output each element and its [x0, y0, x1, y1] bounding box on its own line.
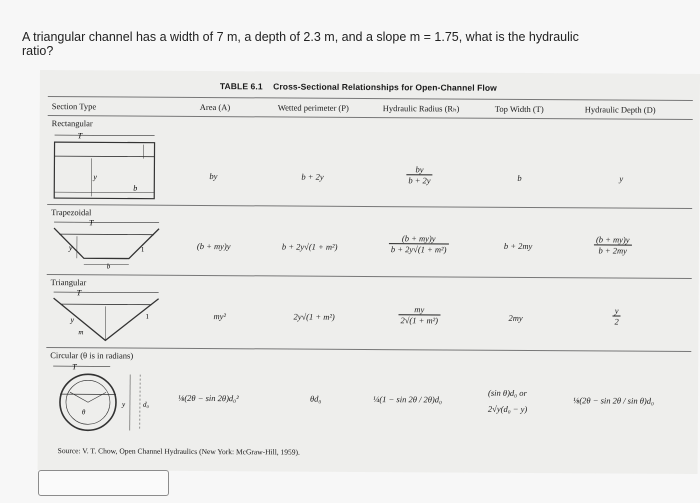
- rect-area: by: [209, 171, 218, 182]
- section-trapezoidal: Trapezoidal: [51, 207, 92, 218]
- rule-triangular: [46, 347, 691, 352]
- rectangular-figure: [51, 130, 163, 203]
- header-top-width: Top Width (T): [494, 103, 544, 115]
- circular-figure: [50, 362, 162, 439]
- answer-input[interactable]: [38, 470, 169, 496]
- table-source: Source: V. T. Chow, Open Channel Hydraulics (New York: McGraw-Hill, 1959).: [57, 446, 300, 457]
- circ-top-width-1: (sin θ)d₀ or: [488, 387, 527, 398]
- circ-area: ⅛(2θ − sin 2θ)d₀²: [177, 392, 239, 404]
- trap-radius: [389, 233, 449, 254]
- tri-area: my²: [213, 311, 226, 322]
- triangular-figure: [50, 288, 162, 347]
- table-image: [38, 70, 700, 474]
- rect-radius-num: by: [406, 164, 432, 175]
- section-rectangular: Rectangular: [51, 118, 93, 129]
- trap-top-width: b + 2my: [503, 240, 533, 252]
- label-y-tri: y: [70, 315, 75, 325]
- circ-top-width: [488, 385, 528, 417]
- table-top-rule: [48, 96, 693, 101]
- trap-depth-den: b + 2my: [598, 245, 627, 256]
- trap-area: (b + my)y: [196, 240, 231, 252]
- trap-depth-num: (b + my)y: [594, 234, 632, 245]
- trap-depth: [594, 234, 632, 255]
- rect-depth: y: [619, 173, 624, 184]
- label-y: y: [93, 172, 97, 182]
- tri-depth-den: 2: [614, 316, 619, 327]
- header-section-type: Section Type: [51, 101, 97, 112]
- label-T-trap: T: [89, 218, 94, 228]
- table-caption: [220, 81, 497, 93]
- circ-radius: ¼(1 − sin 2θ / 2θ)d₀: [372, 394, 443, 405]
- circ-top-width-2: 2√y(d₀ − y): [487, 403, 528, 414]
- label-m-tri: m: [78, 328, 84, 337]
- question-line-1: A triangular channel has a width of 7 m, a depth of 2.3 m, and a slope m = 1.75, what is the hydraulic: [22, 30, 579, 44]
- header-area: Area (A): [199, 101, 231, 113]
- label-T-tri: T: [76, 288, 82, 298]
- header-wetted-perimeter: Wetted perimeter (P): [277, 102, 349, 113]
- question-text: [22, 30, 582, 58]
- trapezoidal-figure: [51, 218, 163, 271]
- trap-radius-num: (b + my)y: [389, 233, 449, 244]
- table-number: TABLE 6.1: [219, 81, 263, 92]
- rule-trapezoidal: [47, 274, 692, 279]
- tri-depth-num: y: [613, 306, 621, 317]
- rect-perimeter: b + 2y: [301, 171, 324, 182]
- label-theta: θ: [81, 408, 86, 417]
- label-y-circ: y: [121, 400, 126, 409]
- tri-perimeter: 2y√(1 + m²): [293, 311, 335, 322]
- header-hydraulic-radius: Hydraulic Radius (Rₕ): [382, 103, 460, 114]
- label-one-trap: 1: [140, 245, 145, 254]
- question-line-2: ratio?: [22, 44, 54, 58]
- label-T-circ: T: [72, 362, 77, 372]
- label-T: T: [77, 131, 83, 141]
- circ-perimeter: θd₀: [309, 393, 322, 404]
- rule-rectangular: [47, 204, 692, 209]
- header-hydraulic-depth: Hydraulic Depth (D): [584, 104, 656, 115]
- tri-top-width: 2my: [508, 312, 523, 323]
- rect-top-width: b: [517, 172, 522, 183]
- tri-radius: [398, 304, 440, 325]
- rect-radius: [406, 164, 432, 185]
- tri-radius-num: my: [399, 304, 441, 315]
- label-b: b: [133, 183, 138, 193]
- rect-radius-den: b + 2y: [408, 175, 431, 186]
- section-triangular: Triangular: [50, 277, 87, 288]
- label-y-trap: y: [68, 243, 73, 253]
- trap-perimeter: b + 2y√(1 + m²): [281, 241, 338, 252]
- label-b-trap: b: [106, 262, 111, 271]
- header-rule: [48, 115, 693, 120]
- label-d0: d₀: [142, 400, 149, 409]
- section-circular: Circular (θ is in radians): [50, 350, 134, 361]
- circ-depth: ⅛(2θ − sin 2θ / sin θ)d₀: [572, 395, 654, 406]
- label-one-tri: 1: [145, 312, 150, 321]
- tri-depth: [612, 306, 620, 327]
- trap-radius-den: b + 2y√(1 + m²): [390, 244, 447, 255]
- table-title: Cross-Sectional Relationships for Open-Channel Flow: [273, 81, 497, 93]
- tri-radius-den: 2√(1 + m²): [400, 315, 439, 326]
